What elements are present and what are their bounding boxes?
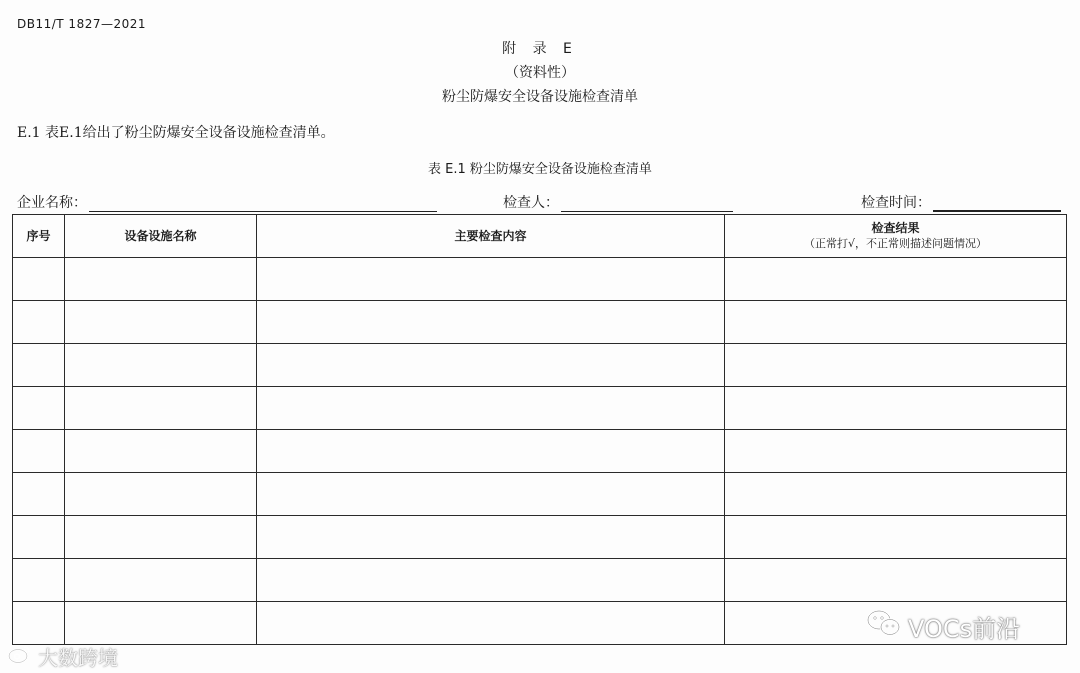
standard-code: DB11/T 1827—2021	[17, 17, 147, 31]
cell-content	[257, 387, 725, 430]
cell-seq	[13, 258, 65, 301]
cell-equipment	[65, 301, 257, 344]
cell-content	[257, 258, 725, 301]
header-equipment: 设备设施名称	[65, 215, 257, 258]
time-line	[933, 194, 1061, 212]
weibo-icon	[8, 644, 32, 669]
header-result-label: 检查结果	[871, 221, 920, 235]
cell-result	[725, 430, 1067, 473]
intro-text: E.1 表E.1给出了粉尘防爆安全设备设施检查清单。	[17, 125, 335, 141]
cell-content	[257, 473, 725, 516]
cell-content	[257, 301, 725, 344]
header-result-note: （正常打√，不正常则描述问题情况）	[803, 237, 987, 250]
cell-result	[725, 559, 1067, 602]
cell-equipment	[65, 258, 257, 301]
cell-equipment	[65, 430, 257, 473]
cell-result	[725, 344, 1067, 387]
inspector-field	[503, 192, 733, 212]
appendix-title: 附 录 E	[502, 41, 578, 57]
checklist-table	[12, 214, 1067, 645]
inspector-line	[561, 195, 733, 212]
cell-result	[725, 387, 1067, 430]
cell-equipment	[65, 602, 257, 645]
cell-result	[725, 258, 1067, 301]
cell-equipment	[65, 344, 257, 387]
table-row	[13, 473, 1067, 516]
cell-seq	[13, 344, 65, 387]
cell-content	[257, 559, 725, 602]
company-label: 企业名称：	[17, 195, 87, 211]
time-label: 检查时间：	[861, 195, 931, 211]
cell-seq	[13, 430, 65, 473]
header-seq: 序号	[13, 215, 65, 258]
inspector-label: 检查人：	[503, 195, 559, 211]
cell-equipment	[65, 516, 257, 559]
header-content: 主要检查内容	[257, 215, 725, 258]
cell-result	[725, 301, 1067, 344]
cell-content	[257, 344, 725, 387]
cell-equipment	[65, 473, 257, 516]
cell-content	[257, 602, 725, 645]
cell-seq	[13, 473, 65, 516]
watermark-right	[866, 608, 1020, 644]
cell-seq	[13, 602, 65, 645]
watermark-left-text: 大数跨境	[38, 646, 118, 670]
cell-seq	[13, 559, 65, 602]
table-header-row	[13, 215, 1067, 258]
cell-seq	[13, 516, 65, 559]
table-row	[13, 430, 1067, 473]
time-field	[861, 192, 1061, 212]
table-row	[13, 344, 1067, 387]
header-result	[725, 215, 1067, 258]
table-row	[13, 258, 1067, 301]
company-line	[89, 195, 437, 212]
table-row	[13, 559, 1067, 602]
cell-result	[725, 516, 1067, 559]
cell-seq	[13, 301, 65, 344]
cell-seq	[13, 387, 65, 430]
table-title: 表 E.1 粉尘防爆安全设备设施检查清单	[428, 162, 652, 177]
table-row	[13, 387, 1067, 430]
wechat-icon	[866, 608, 902, 644]
appendix-name: 粉尘防爆安全设备设施检查清单	[442, 89, 638, 105]
table-row	[13, 301, 1067, 344]
cell-equipment	[65, 559, 257, 602]
table-row	[13, 516, 1067, 559]
cell-content	[257, 516, 725, 559]
watermark-right-text: VOCs前沿	[908, 614, 1021, 643]
watermark-left	[8, 642, 118, 671]
cell-content	[257, 430, 725, 473]
company-field	[17, 192, 437, 212]
cell-equipment	[65, 387, 257, 430]
cell-result	[725, 473, 1067, 516]
appendix-nature: （资料性）	[505, 65, 575, 81]
